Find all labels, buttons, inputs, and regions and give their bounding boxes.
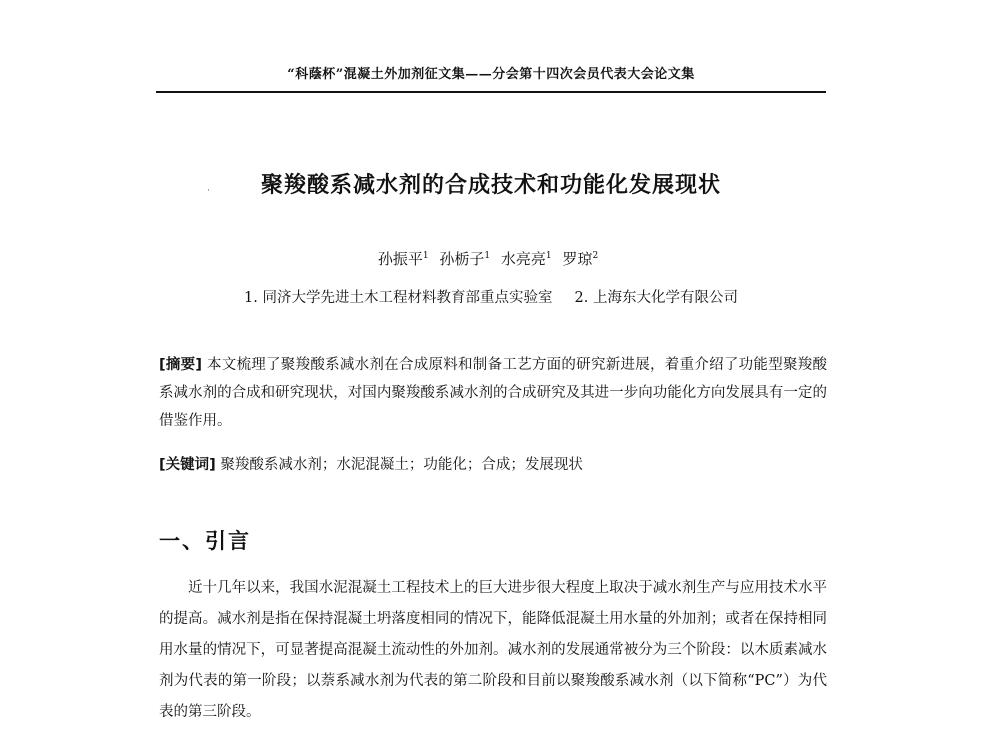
keywords-text: 聚羧酸系减水剂；水泥混凝土；功能化；合成；发展现状 [220,457,583,473]
author-name: 孙振平 [377,250,423,268]
author-affiliation-mark: 1 [545,251,552,261]
abstract-text: 本文梳理了聚羧酸系减水剂在合成原料和制备工艺方面的研究新进展，着重介绍了功能型聚羧酸系减水剂的合成和研究现状，对国内聚羧酸系减水剂的合成研究及其进一步向功能化方向发展具有一定的借鉴作用。 [159,357,827,429]
author-affiliation-mark: 1 [422,251,429,261]
section-heading-introduction: 一、引言 [159,529,251,553]
scan-speck: · [207,186,210,196]
affiliation-2: 2. 上海东大化学有限公司 [574,290,738,306]
author-affiliation-mark: 2 [592,251,599,261]
keywords [159,451,827,479]
abstract [159,351,827,435]
author-list [156,248,826,269]
author-name: 水亮亮 [500,250,546,268]
paper-title: 聚羧酸系减水剂的合成技术和功能化发展现状 [260,173,721,198]
header-divider [156,91,826,93]
affiliation-list [156,286,826,307]
author-affiliation-mark: 1 [484,251,491,261]
abstract-label: [摘要] [159,357,203,373]
running-header: “科蔭杯”混凝土外加剂征文集——分会第十四次会员代表大会论文集 [287,67,695,82]
author-name: 罗琼 [562,250,593,268]
keywords-label: [关键词] [159,457,216,473]
author-name: 孙栃子 [439,250,485,268]
affiliation-1: 1. 同济大学先进土木工程材料教育部重点实验室 [244,290,553,306]
intro-paragraph: 近十几年以来，我国水泥混凝土工程技术上的巨大进步很大程度上取决于减水剂生产与应用技术水平的提高。减水剂是指在保持混凝土坍落度相同的情况下，能降低混凝土用水量的外加剂；或者在保持相同用水量的情况下，可显著提高混凝土流动性的外加剂。减水剂的发展通常被分为三个阶段：以木质素减水剂为代表的第一阶段；以萘系减水剂为代表的第二阶段和目前以聚羧酸系减水剂（以下简称“PC”）为代表的第三阶段。 [159,580,827,720]
